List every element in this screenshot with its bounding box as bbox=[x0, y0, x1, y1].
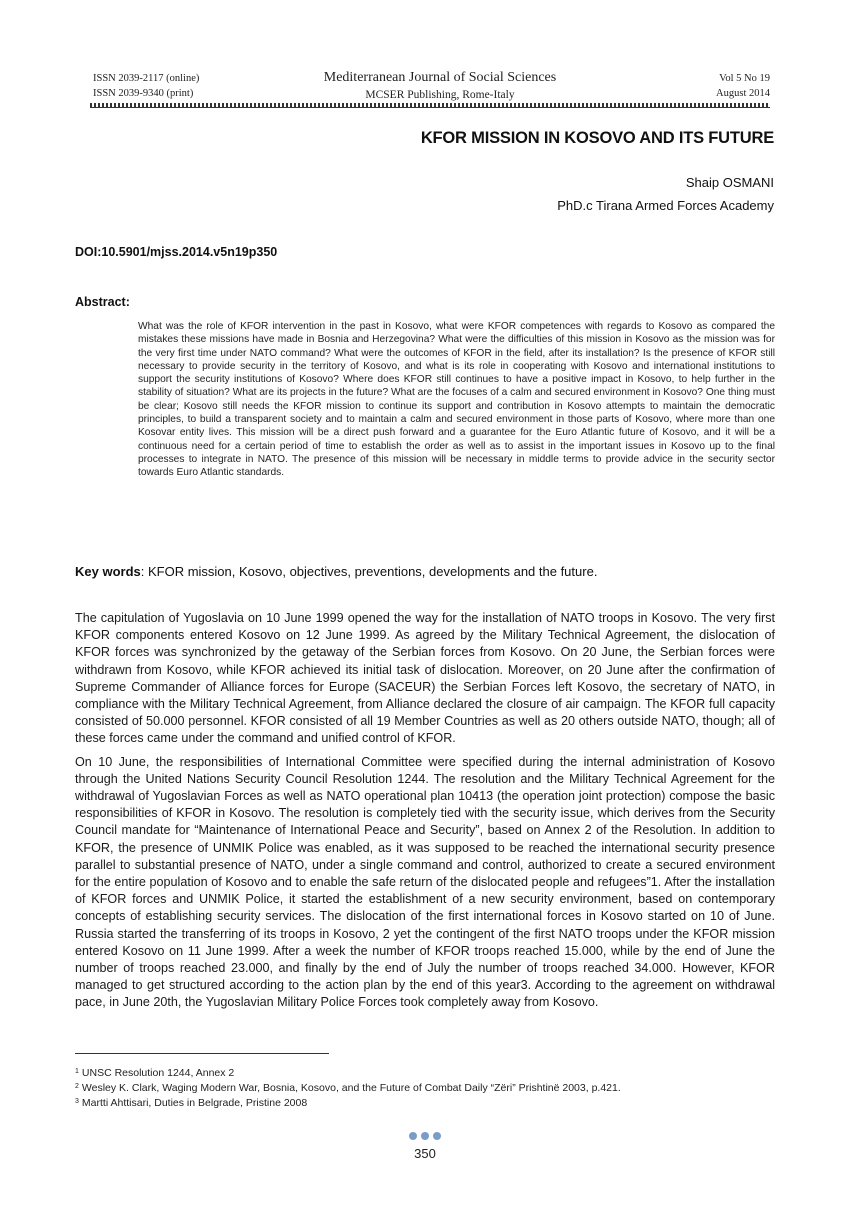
journal-name: Mediterranean Journal of Social Sciences bbox=[323, 70, 557, 85]
footnote-text: UNSC Resolution 1244, Annex 2 bbox=[81, 1067, 235, 1079]
publisher-name: MCSER Publishing, Rome-Italy bbox=[365, 89, 515, 101]
footnote-text: Martti Ahttisari, Duties in Belgrade, Pristine 2008 bbox=[81, 1097, 308, 1109]
page-ornament-dots bbox=[409, 1132, 441, 1140]
body-text bbox=[75, 610, 775, 1018]
author-affiliation: PhD.c Tirana Armed Forces Academy bbox=[557, 198, 774, 213]
footnote-number: 2 bbox=[75, 1083, 79, 1090]
ornament-dot-icon bbox=[433, 1132, 441, 1140]
header-journal bbox=[240, 68, 640, 104]
header-divider bbox=[90, 103, 770, 108]
abstract-heading: Abstract: bbox=[75, 295, 130, 309]
footnote-number: 1 bbox=[75, 1068, 79, 1075]
keywords bbox=[75, 564, 597, 579]
footnote-3 bbox=[75, 1095, 621, 1110]
footnote-divider bbox=[75, 1053, 329, 1054]
keywords-label: Key words bbox=[75, 564, 141, 579]
volume-label: Vol 5 No 19 bbox=[719, 73, 770, 84]
footnotes bbox=[75, 1065, 621, 1110]
body-paragraph-2: On 10 June, the responsibilities of International Committee were specified during the internal administration of Kosovo through the United Nations Security Council Resolution 1244. The resolution and the Military Technical Agreement for the withdrawal of Yugoslavian Forces as well as NATO operational plan 10413 (the operation joint protection) compose the basic responsibilities of KFOR in Kosovo. The resolution is completely tied with the security issue, which derives from the Security Council mandate for “Maintenance of International Peace and Security”, based on Annex 2 of the Resolution. In addition to KFOR, the presence of UNMIK Police was enabled, as it was supposed to be reached the international security presence parallel to substantial presence of NATO, under a single command and control, authorized to create a secured environment for the entire population of Kosovo and to enable the safe return of the dislocated people and refugees”1. After the installation of KFOR forces and UNMIK Police, it started the establishment of a new security environment, based on contemporary concepts of establishing security services. The dislocation of the first international forces in Kosovo started on 10 of June. Russia started the transferring of its troops in Kosovo, 2 yet the contingent of the first NATO troops under the KFOR mission entered Kosovo on 11 June 1999. After a week the number of KFOR troops reached 15.000, while by the end of June the number of troops reached 23.000, and finally by the end of July the number of troops reached 34.000. However, KFOR managed to get structured according to the action plan by the end of this year3. According to the agreement on withdrawal pace, in June 20th, the Yugoslavian Military Police Forces took completely away from Kosovo. bbox=[75, 754, 775, 1010]
page-number: 350 bbox=[414, 1146, 436, 1161]
issn-online: ISSN 2039-2117 (online) bbox=[93, 73, 200, 84]
footnote-number: 3 bbox=[75, 1098, 79, 1105]
footnote-2 bbox=[75, 1080, 621, 1095]
issue-date: August 2014 bbox=[716, 88, 770, 99]
header-issn bbox=[93, 71, 199, 101]
footnote-text: Wesley K. Clark, Waging Modern War, Bosnia, Kosovo, and the Future of Combat Daily “Zëri” Prishtinë 2003, p.421. bbox=[81, 1082, 621, 1094]
footnote-1 bbox=[75, 1065, 621, 1080]
author-block bbox=[557, 171, 774, 217]
ornament-dot-icon bbox=[421, 1132, 429, 1140]
body-paragraph-1: The capitulation of Yugoslavia on 10 June 1999 opened the way for the installation of NATO troops in Kosovo. The very first KFOR components entered Kosovo on 12 June 1999. As agreed by the Military Technical Agreement, the dislocation of KFOR forces was synchronized by the getaway of the Serbian forces from Kosovo. On 20 June, the Serbian forces were withdrawn from Kosovo, while KFOR achieved its initial task of dislocation. Moreover, on 20 June after the confirmation of Supreme Commander of Alliance forces for Europe (SACEUR) the Serbian Forces left Kosovo, the secretary of NATO, in compliance with the Military Technical Agreement, from Alliance declared the closure of air campaign. The KFOR full capacity consisted of 50.000 personnel. KFOR consisted of all 19 Member Countries as well as 20 others outside NATO, though; all of these forces came under the command and unified control of KFOR. bbox=[75, 611, 775, 746]
ornament-dot-icon bbox=[409, 1132, 417, 1140]
abstract-text: What was the role of KFOR intervention in the past in Kosovo, what were KFOR competences with regards to Kosovo as compared the mistakes these missions have made in Bosnia and Herzegovina? What were the difficulties of this mission in Kosovo as the mission was for the very first time under NATO command? What were the outcomes of KFOR in the field, after its installation? Is the presence of KFOR still necessary to provide security in the territory of Kosovo, and what is its role in cooperating with Kosovo and international institutions to support the security institutions of Kosovo? Where does KFOR still continues to have a positive impact in Kosovo, to help further in the stability of situation? What are its projects in the future? What are the focuses of a calm and secured environment in Kosovo? One thing must be clear; Kosovo still needs the KFOR mission to continue its support and contribution in Kosovo attempts to maintain the democratic principles, to build a transparent society and to maintain a calm and secured environment in those parts of Kosovo, where more than one Kosovar entity lives. This mission will be a direct push forward and a guarantee for the Euro Atlantic future of Kosovo, and it will be a continuous need for a certain period of time to establish the order as well as to assist in the important issues in Kosovo up to the final processes to integrate in NATO. The presence of this mission will be necessary in middle terms to provide advice in the security sector towards Euro Atlantic standards. bbox=[138, 321, 775, 479]
issn-print: ISSN 2039-9340 (print) bbox=[93, 88, 194, 99]
doi: DOI:10.5901/mjss.2014.v5n19p350 bbox=[75, 245, 278, 259]
keywords-text: : KFOR mission, Kosovo, objectives, preventions, developments and the future. bbox=[140, 564, 598, 579]
header-volume bbox=[716, 71, 770, 101]
author-name: Shaip OSMANI bbox=[685, 175, 774, 190]
article-title: KFOR MISSION IN KOSOVO AND ITS FUTURE bbox=[420, 129, 774, 147]
